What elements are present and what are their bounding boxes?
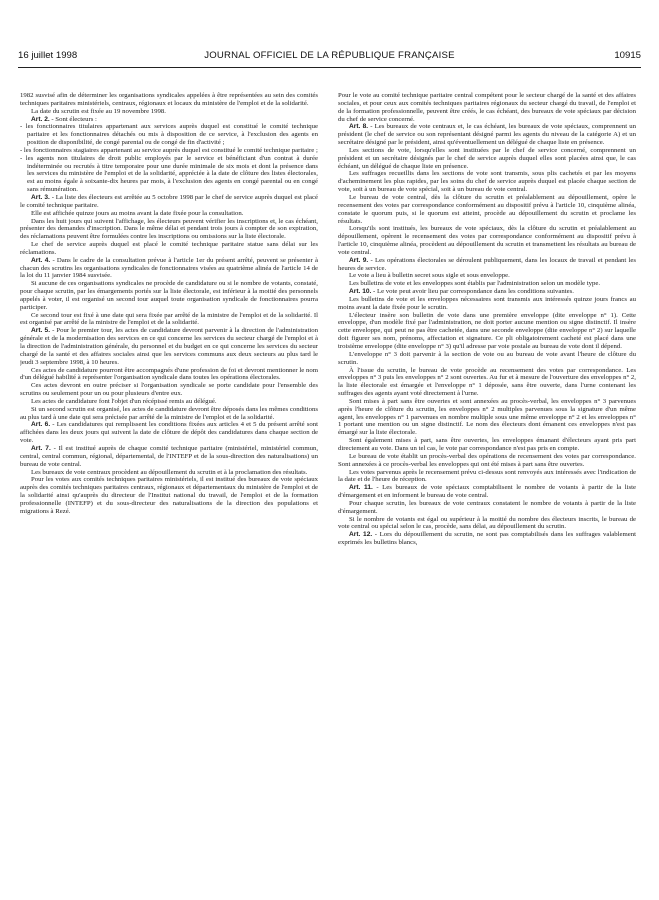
paragraph bbox=[20, 241, 318, 257]
paragraph bbox=[338, 351, 636, 367]
paragraph bbox=[20, 382, 318, 398]
paragraph-text: Les votes parvenus après le recensement prévu ci-dessus sont renvoyés aux intéressés avec l'indication de la date et de l'heure de réception. bbox=[338, 468, 636, 484]
paragraph-text: À l'issue du scrutin, le bureau de vote procède au recensement des votes par correspondance. Les enveloppes n° 3 puis les enveloppes n° 2 sont ouvertes. Au fur et à mesure de l'ouverture des enveloppes n° 2, la liste électorale est émargée et l'enveloppe n° 1 déposée, sans être ouverte, dans l'urne contenant les suffrages des agents ayant voté directement à l'urne. bbox=[338, 366, 636, 398]
paragraph-text: Pour les votes aux comités techniques paritaires ministériels, il est institué des bureaux de vote spéciaux auprès des comités techniques paritaires centraux, régionaux et départementaux du ministère de l'emploi et de la solidarité ainsi qu'auprès du directeur de l'Institut national du travail, de l'emploi et de la formation professionnelle (INTEFP) et du sous-directeur des naturalisations de la direction des populations et migrations à Rezé. bbox=[20, 476, 318, 515]
article-number: Art. 12. bbox=[349, 531, 373, 539]
left-column bbox=[20, 92, 318, 892]
article-number: Art. 11. bbox=[349, 484, 373, 492]
header-rule bbox=[18, 67, 641, 68]
paragraph bbox=[338, 92, 636, 123]
paragraph-text: - Sont électeurs : bbox=[49, 115, 97, 123]
paragraph-text: Le vote a lieu à bulletin secret sous sigle et sous enveloppe. bbox=[349, 272, 510, 280]
paragraph-text: Pour chaque scrutin, les bureaux de vote centraux constatent le nombre de votants à partir de la liste d'émargement. bbox=[338, 499, 636, 515]
paragraph-text: Pour le vote au comité technique paritaire central compétent pour le secteur chargé de la santé et des affaires sociales, et pour ceux aux comités techniques paritaires régionaux du secteur chargé du travail, de l'emploi et de la formation professionnelle, peuvent être créés, le cas échéant, des bureaux de vote spéciaux par décision du chef de service concerné. bbox=[338, 92, 636, 123]
paragraph bbox=[20, 406, 318, 422]
article-paragraph bbox=[338, 531, 636, 547]
paragraph-text: Ce second tour est fixé à une date qui sera fixée par arrêté de la ministre de l'emploi et de la solidarité. Il est organisé par arrêté de la ministre de l'emploi et de la solidarité. bbox=[20, 311, 318, 327]
article-paragraph bbox=[20, 194, 318, 210]
paragraph-text: Les suffrages recueillis dans les sections de vote sont transmis, sous plis cachetés et par les moyens d'acheminement les plus rapides, par les soins du chef de service auprès duquel est placée chaque section de vote, soit à un bureau de vote spécial, soit à un bureau de vote central. bbox=[338, 170, 636, 194]
paragraph-text: Les sections de vote, lorsqu'elles sont instituées par le chef de service concerné, comprennent un président et un secrétaire désignés par le chef de service auprès duquel elles sont placées ainsi que, le cas échéant, un délégué de chaque liste en présence. bbox=[338, 146, 636, 170]
paragraph bbox=[338, 225, 636, 256]
paragraph bbox=[338, 312, 636, 351]
paragraph-text: Ces actes devront en outre préciser si l'organisation syndicale se porte candidate pour l'ensemble des scrutins ou seulement pour un ou pour plusieurs d'entre eux. bbox=[20, 382, 318, 398]
paragraph-text: - Dans le cadre de la consultation prévue à l'article 1er du présent arrêté, peuvent se présenter à chacun des scrutins les organisations syndicales de fonctionnaires visées au quatrième alinéa de l'article 14 de la loi du 11 janvier 1984 susvisée. bbox=[20, 256, 318, 280]
paragraph bbox=[338, 280, 636, 288]
article-number: Art. 7. bbox=[31, 444, 51, 452]
paragraph bbox=[20, 367, 318, 383]
article-paragraph bbox=[20, 116, 318, 124]
paragraph bbox=[338, 469, 636, 485]
paragraph-text: La date du scrutin est fixée au 19 novembre 1998. bbox=[31, 107, 166, 115]
paragraph bbox=[338, 398, 636, 437]
paragraph bbox=[338, 272, 636, 280]
paragraph bbox=[20, 469, 318, 477]
article-number: Art. 3. bbox=[31, 193, 50, 201]
paragraph-text: Lorsqu'ils sont institués, les bureaux de vote spéciaux, dès la clôture du scrutin et préalablement au dépouillement, opèrent le recensement des votes par correspondance conformément au dispositif prévu à l'article 10, cinquième alinéa, procèdent au dépouillement du scrutin et transmettent les résultats au bureau de vote central. bbox=[338, 225, 636, 256]
paragraph-text: Le bureau de vote établit un procès-verbal des opérations de recensement des votes par correspondance. Sont annexées à ce procès-verbal les enveloppes qui ont été mises à part sans être ouvertes. bbox=[338, 452, 636, 468]
page-number: 10915 bbox=[614, 50, 641, 61]
paragraph-text: - les fonctionnaires stagiaires appartenant au service auprès duquel est constitué le comité technique paritaire ; bbox=[20, 146, 318, 154]
paragraph-text: - Lors du dépouillement du scrutin, ne sont pas comptabilisés dans les suffrages valablement exprimés les bulletins blancs, bbox=[338, 531, 636, 547]
article-paragraph bbox=[338, 123, 636, 147]
paragraph bbox=[20, 210, 318, 218]
paragraph bbox=[20, 218, 318, 242]
paragraph bbox=[20, 108, 318, 116]
paragraph-text: Sont mises à part sans être ouvertes et sont annexées au procès-verbal, les enveloppes n° 3 parvenues après l'heure de clôture du scrutin, les enveloppes n° 2 multiples parvenues sous la signature d'un même agent, les enveloppes n° 1 parvenues en nombre multiple sous une même enveloppe n° 2 et les enveloppes n° 1 portant une mention ou un signe distinctif. Le nom des électeurs dont émanent ces enveloppes n'est pas émargé sur la liste électorale. bbox=[338, 397, 636, 437]
paragraph bbox=[338, 296, 636, 312]
paragraph-text: - les agents non titulaires de droit public employés par le service et bénéficiant d'un contrat à durée indéterminée ou recrutés à titre temporaire pour une durée minimale de six mois et dont la présence dans les services du ministère de l'emploi et de la solidarité, appréciée à la date de clôture des listes électorales, est au moins égale à soixante-dix heures par mois, à l'exclusion des agents en congé parental ou en congé sans rémunération. bbox=[20, 154, 318, 194]
paragraph bbox=[20, 476, 318, 515]
paragraph-text: Si le nombre de votants est égal ou supérieur à la moitié du nombre des électeurs inscrits, le bureau de vote central ou spécial selon le cas, procède, sans délai, au dépouillement du scrutin. bbox=[338, 515, 636, 531]
page-header bbox=[18, 50, 641, 66]
article-number: Art. 8. bbox=[349, 123, 369, 131]
paragraph-text: Les bureaux de vote centraux procèdent au dépouillement du scrutin et à la proclamation des résultats. bbox=[31, 468, 308, 476]
article-paragraph bbox=[338, 257, 636, 273]
paragraph bbox=[20, 147, 318, 155]
paragraph-text: - Pour le premier tour, les actes de candidature devront parvenir à la direction de l'administration générale et de la modernisation des services en ce qui concerne les services du secteur chargé de l'emploi et à la direction de l'administration générale, du personnel et du budget en ce qui concerne les services du secteur chargé de la santé et des affaires sociales ainsi que les services communs aux deux secteurs au plus tard le jeudi 3 septembre 1998, à 10 heures. bbox=[20, 327, 318, 366]
paragraph-text: 1982 susvisé afin de déterminer les organisations syndicales appelées à être représentées au sein des comités techniques paritaires ministériels, centraux, régionaux et locaux du ministère de l'emploi et de la solidarité. bbox=[20, 92, 318, 107]
article-paragraph bbox=[338, 288, 636, 296]
paragraph bbox=[338, 170, 636, 194]
paragraph-text: L'électeur insère son bulletin de vote dans une première enveloppe (dite enveloppe n° 1). Cette enveloppe, d'un modèle fixé par l'administration, ne doit porter aucune mention ou signe distinctif. Il insère cette enveloppe, qui peut ne pas être cachetée, dans une seconde enveloppe (dite enveloppe n° 2) sur laquelle doit figurer ses nom, prénoms, affectation et signature. Ce pli obligatoirement cacheté est placé dans une troisième enveloppe (dite enveloppe n° 3) qu'il adresse par voie postale au bureau de vote dont il dépend. bbox=[338, 311, 636, 350]
paragraph-text: Elle est affichée quinze jours au moins avant la date fixée pour la consultation. bbox=[31, 209, 244, 217]
paragraph-text: Les actes de candidature font l'objet d'un récépissé remis au délégué. bbox=[31, 397, 217, 405]
paragraph bbox=[338, 194, 636, 225]
article-paragraph bbox=[20, 421, 318, 445]
article-number: Art. 10. bbox=[349, 288, 372, 296]
paragraph-text: - Il est institué auprès de chaque comité technique paritaire (ministériel, ministériel commun, central, central commun, régional, départemental, de l'INTEFP et de la sous-direction des naturalisations) un bureau de vote central. bbox=[20, 444, 318, 468]
article-paragraph bbox=[20, 445, 318, 469]
paragraph-text: Ces actes de candidature pourront être accompagnés d'une profession de foi et devront mentionner le nom d'un délégué habilité à représenter l'organisation syndicale dans toutes les opérations électorales. bbox=[20, 366, 318, 382]
paragraph-text: - Les candidatures qui remplissent les conditions fixées aux articles 4 et 5 du présent arrêté sont affichées dans les deux jours qui suivent la date de clôture de dépôt des candidatures dans chaque section de vote. bbox=[20, 421, 318, 445]
paragraph-text: - les fonctionnaires titulaires appartenant aux services auprès duquel est constitué le comité technique paritaire et les fonctionnaires détachés ou mis à disposition de ce service, à l'exclusion des agents en position de disponibilité, de congé parental ou de congé de fin d'activité ; bbox=[20, 123, 318, 147]
paragraph-text: Si aucune de ces organisations syndicales ne procède de candidature ou si le nombre de votants, constaté, pour chaque scrutin, par les émargements portés sur la liste électorale, est inférieur à la moitié des personnels appelés à voter, il est organisé un second tour auquel toute organisation syndicale de fonctionnaires pourra participer. bbox=[20, 280, 318, 311]
article-number: Art. 4. bbox=[31, 256, 51, 264]
paragraph-text: - Les bureaux de vote spéciaux comptabilisent le nombre de votants à partir de la liste d'émargement et en informent le bureau de vote central. bbox=[338, 484, 636, 500]
article-number: Art. 5. bbox=[31, 327, 51, 335]
paragraph bbox=[20, 398, 318, 406]
paragraph-text: - Les opérations électorales se déroulent publiquement, dans les locaux de travail et pendant les heures de service. bbox=[338, 256, 636, 272]
paragraph bbox=[20, 312, 318, 328]
article-paragraph bbox=[20, 257, 318, 281]
right-column bbox=[338, 92, 636, 892]
paragraph bbox=[338, 367, 636, 398]
paragraph-text: Sont également mises à part, sans être ouvertes, les enveloppes émanant d'électeurs ayant pris part directement au vote. Dans un tel cas, le vote par correspondance n'est pas pris en compte. bbox=[338, 437, 636, 452]
paragraph-text: Dans les huit jours qui suivent l'affichage, les électeurs peuvent vérifier les inscriptions et, le cas échéant, présenter des demandes d'inscription. Dans le même délai et pendant trois jours à compter de son expiration, des réclamations peuvent être formulées contre les inscriptions ou omissions sur la liste électorale. bbox=[20, 217, 318, 241]
paragraph bbox=[20, 123, 318, 147]
paragraph-text: - Le vote peut avoir lieu par correspondance dans les conditions suivantes. bbox=[371, 288, 574, 296]
paragraph bbox=[338, 147, 636, 171]
journal-title: JOURNAL OFFICIEL DE LA RÉPUBLIQUE FRANÇAISE bbox=[204, 50, 455, 61]
paragraph bbox=[20, 92, 318, 108]
header-date: 16 juillet 1998 bbox=[18, 50, 78, 61]
paragraph-text: - Les bureaux de vote centraux et, le cas échéant, les bureaux de vote spéciaux, comprennent un président (le chef de service ou son représentant désigné parmi les agents du niveau de la catégorie A) et un secrétaire désigné par le président, ainsi qu'éventuellement un délégué de chaque liste en présence. bbox=[338, 123, 636, 147]
paragraph-text: - La liste des électeurs est arrêtée au 5 octobre 1998 par le chef de service auprès duquel est placé le comité technique paritaire. bbox=[20, 193, 318, 209]
paragraph bbox=[338, 516, 636, 532]
paragraph-text: Les bulletins de vote et les enveloppes sont établis par l'administration selon un modèle type. bbox=[349, 280, 601, 288]
paragraph-text: Le chef de service auprès duquel est placé le comité technique paritaire statue sans délai sur les réclamations. bbox=[20, 241, 318, 256]
article-number: Art. 9. bbox=[349, 256, 369, 264]
paragraph-text: Le bureau de vote central, dès la clôture du scrutin et préalablement au dépouillement, opère le recensement des votes par correspondance conformément au dispositif prévu à l'article 10, cinquième alinéa, constate le quorum puis, si le quorum est atteint, procède au dépouillement du scrutin et proclame les résultats. bbox=[338, 193, 636, 225]
paragraph bbox=[338, 437, 636, 453]
article-paragraph bbox=[338, 484, 636, 500]
paragraph-text: Si un second scrutin est organisé, les actes de candidature devront être déposés dans les mêmes conditions au plus tard à une date qui sera précisée par arrêté de la ministre de l'emploi et de la solidarité. bbox=[20, 405, 318, 421]
paragraph bbox=[338, 500, 636, 516]
paragraph bbox=[338, 453, 636, 469]
paragraph-text: L'enveloppe n° 3 doit parvenir à la section de vote ou au bureau de vote avant l'heure de clôture du scrutin. bbox=[338, 350, 636, 366]
article-paragraph bbox=[20, 327, 318, 366]
article-number: Art. 6. bbox=[31, 421, 51, 429]
article-number: Art. 2. bbox=[31, 115, 50, 123]
paragraph bbox=[20, 155, 318, 194]
paragraph bbox=[20, 280, 318, 311]
paragraph-text: Les bulletins de vote et les enveloppes nécessaires sont transmis aux intéressés quinze jours francs au moins avant la date fixée pour le scrutin. bbox=[338, 295, 636, 311]
